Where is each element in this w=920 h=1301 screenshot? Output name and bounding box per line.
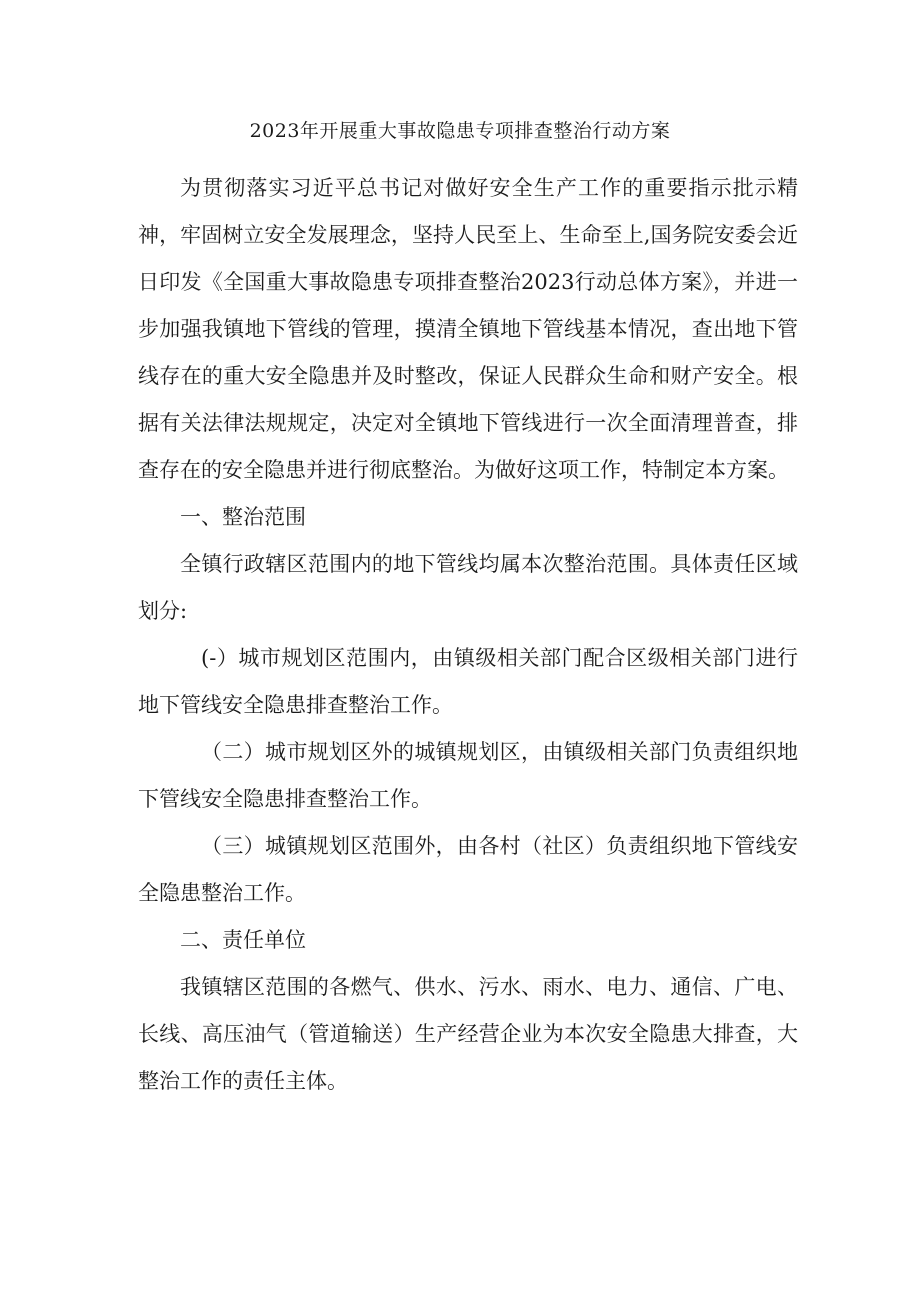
section-heading-scope: 一、整治范围 [180,505,306,529]
scope-item-3: （三）城镇规划区范围外，由各村（社区）负责组织地下管线安全隐患整治工作。 [138,834,798,905]
scope-item-1: (-）城市规划区范围内，由镇级相关部门配合区级相关部门进行地下管线安全隐患排查整治工作。 [138,646,798,717]
document-title: 2023年开展重大事故隐患专项排查整治行动方案 [249,120,671,142]
scope-paragraph: 全镇行政辖区范围内的地下管线均属本次整治范围。具体责任区域划分: [138,552,798,623]
section-heading-responsibility: 二、责任单位 [180,928,306,952]
scope-item-2: （二）城市规划区外的城镇规划区，由镇级相关部门负责组织地下管线安全隐患排查整治工作。 [138,740,798,811]
intro-paragraph: 为贯彻落实习近平总书记对做好安全生产工作的重要指示批示精神，牢固树立安全发展理念，坚持人民至上、生命至上,国务院安委会近日印发《全国重大事故隐患专项排查整治2023行动总体方案》，并进一步加强我镇地下管线的管理，摸清全镇地下管线基本情况，查出地下管线存在的重大安全隐患并及时整改，保证人民群众生命和财产安全。根据有关法律法规规定，决定对全镇地下管线进行一次全面清理普查，排查存在的安全隐患并进行彻底整治。为做好这项工作，特制定本方案。 [138,176,798,482]
responsibility-paragraph: 我镇辖区范围的各燃气、供水、污水、雨水、电力、通信、广电、长线、高压油气（管道输送）生产经营企业为本次安全隐患大排查，大整治工作的责任主体。 [138,975,798,1093]
document-body [138,165,798,1105]
